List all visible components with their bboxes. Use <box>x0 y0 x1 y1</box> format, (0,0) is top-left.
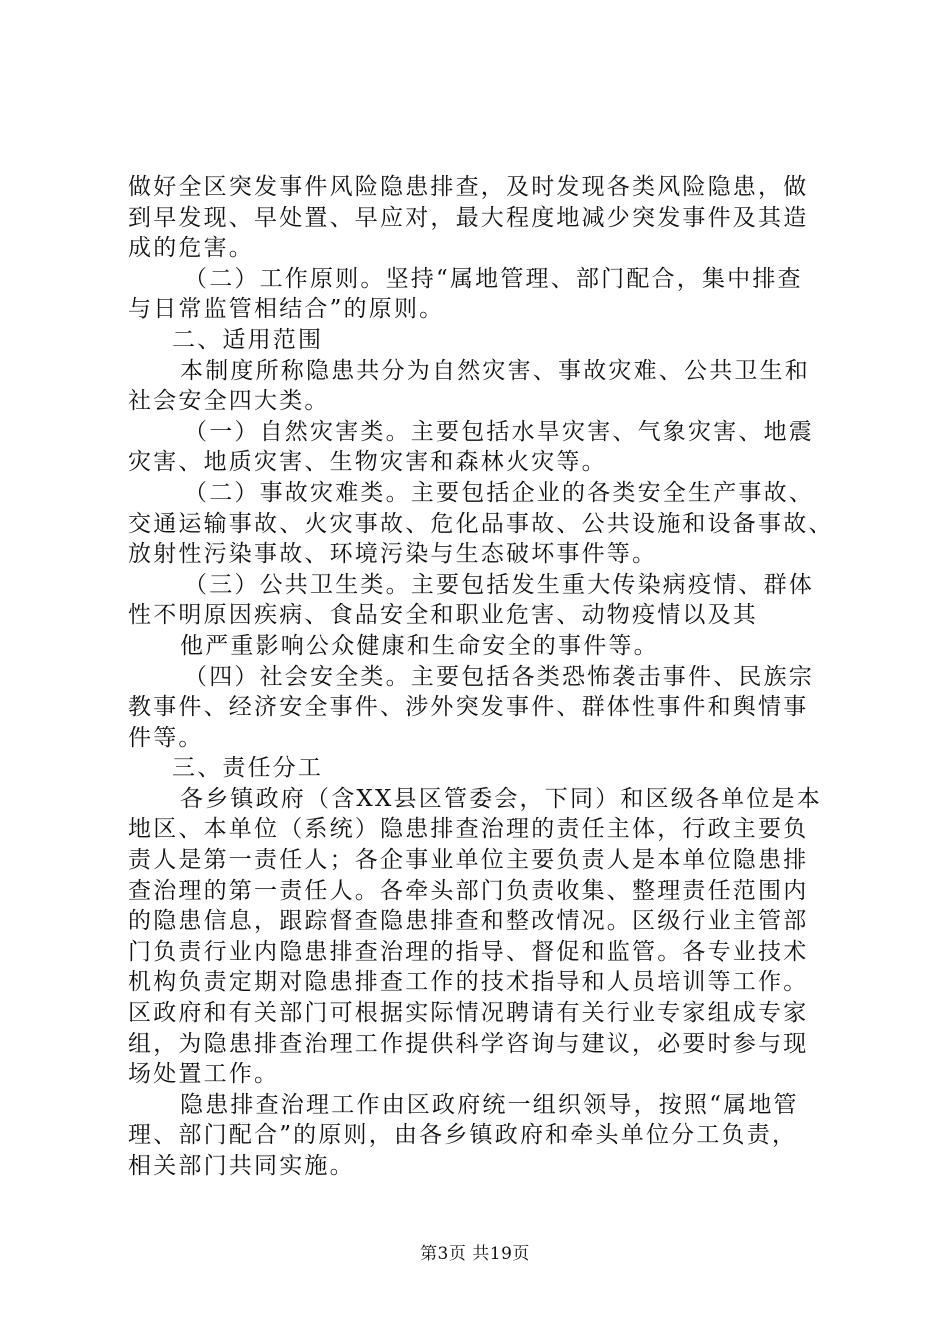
text-line: 责人是第一责任人；各企事业单位主要负责人是本单位隐患排 <box>128 847 809 874</box>
text-line: （二）事故灾难类。主要包括企业的各类安全生产事故、 <box>184 479 814 506</box>
text-line: 做好全区突发事件风险隐患排查，及时发现各类风险隐患，做 <box>128 174 809 200</box>
text-line: 查治理的第一责任人。各牵头部门负责收集、整理责任范围内 <box>128 877 809 904</box>
text-line: （四）社会安全类。主要包括各类恐怖袭击事件、民族宗 <box>184 663 814 690</box>
text-line: 社会安全四大类。 <box>128 388 330 415</box>
section-heading: 三、责任分工 <box>172 755 324 782</box>
text-line: 门负责行业内隐患排查治理的指导、督促和监管。各专业技术 <box>128 938 809 965</box>
text-line: 机构负责定期对隐患排查工作的技术指导和人员培训等工作。 <box>128 969 809 996</box>
text-line: 理、部门配合”的原则，由各乡镇政府和牵头单位分工负责， <box>128 1122 798 1149</box>
text-line: 场处置工作。 <box>128 1061 280 1088</box>
section-heading: 二、适用范围 <box>172 326 324 353</box>
text-line: 灾害、地质灾害、生物灾害和森林火灾等。 <box>128 449 607 476</box>
text-line: （二）工作原则。坚持“属地管理、部门配合，集中排查 <box>184 265 803 292</box>
text-line: 件等。 <box>128 724 204 751</box>
text-line: 到早发现、早处置、早应对，最大程度地减少突发事件及其造 <box>128 204 809 231</box>
text-line: 隐患排查治理工作由区政府统一组织领导，按照“属地管 <box>180 1091 799 1118</box>
text-line: 区政府和有关部门可根据实际情况聘请有关行业专家组成专家 <box>128 1000 809 1027</box>
text-line: （三）公共卫生类。主要包括发生重大传染病疫情、群体 <box>184 571 814 598</box>
text-line: 与日常监管相结合”的原则。 <box>128 296 445 323</box>
text-line: 地区、本单位（系统）隐患排查治理的责任主体，行政主要负 <box>128 816 809 843</box>
text-line: 组，为隐患排查治理工作提供科学咨询与建议，必要时参与现 <box>128 1030 809 1057</box>
text-line: 教事件、经济安全事件、涉外突发事件、群体性事件和舆情事 <box>128 694 809 721</box>
text-line: 各乡镇政府（含XX县区管委会，下同）和区级各单位是本 <box>180 785 822 812</box>
text-line: 本制度所称隐患共分为自然灾害、事故灾难、公共卫生和 <box>180 357 810 384</box>
text-line: 性不明原因疾病、食品安全和职业危害、动物疫情以及其 <box>128 602 758 629</box>
text-line: 相关部门共同实施。 <box>128 1153 355 1179</box>
text-line: 的隐患信息，跟踪督查隐患排查和整改情况。区级行业主管部 <box>128 908 809 935</box>
document-body <box>128 172 858 1182</box>
text-line: （一）自然灾害类。主要包括水旱灾害、气象灾害、地震 <box>184 418 814 445</box>
text-line: 成的危害。 <box>128 235 254 262</box>
page-number-footer: 第3页 共19页 <box>420 1244 530 1264</box>
text-line: 交通运输事故、火灾事故、危化品事故、公共设施和设备事故、 <box>128 510 834 537</box>
text-line: 放射性污染事故、环境污染与生态破坏事件等。 <box>128 541 658 568</box>
text-line: 他严重影响公众健康和生命安全的事件等。 <box>180 632 659 659</box>
